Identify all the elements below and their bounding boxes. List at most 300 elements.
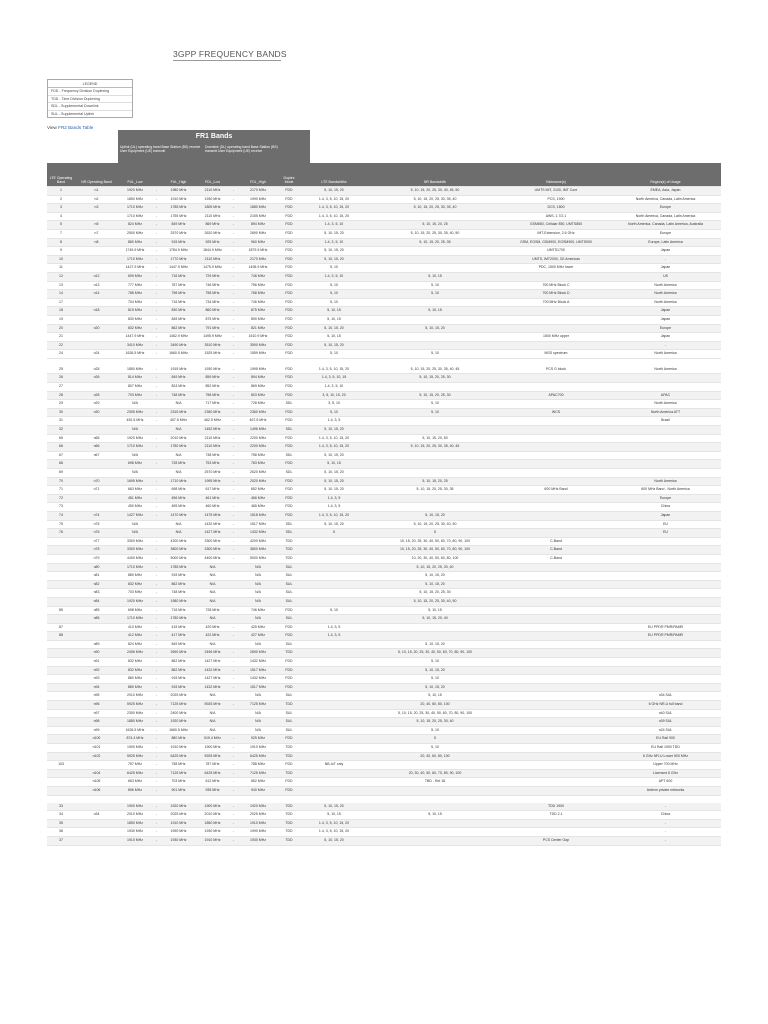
cell-nicknames xyxy=(502,828,610,837)
cell-duplex-mode: SDL xyxy=(278,426,300,435)
cell-ful-high: 716 MHz xyxy=(161,272,196,281)
cell-ful-high: 698 MHz xyxy=(161,486,196,495)
cell-fdl-low: 1900 MHz xyxy=(196,803,229,811)
cell-duplex-mode: SUL xyxy=(278,640,300,649)
cell-duplex-mode: SUL xyxy=(278,709,300,718)
cell-lte-bandwidths: 5, 10, 15 xyxy=(300,460,368,469)
table-row xyxy=(47,204,721,213)
cell-duplex-mode: TDD xyxy=(278,803,300,811)
cell-ful-high: 787 MHz xyxy=(161,281,196,290)
cell-regions: EU PPDR PMR/PAMR xyxy=(610,623,721,632)
cell-ful-high: 1710 MHz xyxy=(161,477,196,486)
cell-ful-high: 824 MHz xyxy=(161,383,196,392)
cell-fdl-dash: - xyxy=(229,752,238,761)
table-row xyxy=(47,391,721,400)
cell-fdl-dash: - xyxy=(229,426,238,435)
cell-nicknames: 700 MHz Block D xyxy=(502,290,610,299)
cell-regions xyxy=(610,683,721,692)
cell-ful-low: 824 MHz xyxy=(118,221,152,230)
cell-regions: 6 GHz NR-U full band xyxy=(610,701,721,710)
cell-ful-low: 6425 MHz xyxy=(118,769,152,778)
cell-lte-bandwidths: 1.4, 3, 5 xyxy=(300,417,368,426)
cell-fdl-high: 2360 MHz xyxy=(238,408,278,417)
cell-ful-high: 7125 MHz xyxy=(161,701,196,710)
cell-nr-bandwidth: 5, 10, 15 xyxy=(368,307,502,316)
cell-regions: North America ATT xyxy=(610,408,721,417)
cell-ful-low: 1710 MHz xyxy=(118,204,152,213)
cell-lte-band xyxy=(47,769,75,778)
cell-nr-bandwidth xyxy=(368,212,502,221)
cell-lte-bandwidths: 5, 10, 15, 20 xyxy=(300,341,368,350)
cell-fdl-dash: - xyxy=(229,520,238,529)
cell-regions: Brazil xyxy=(610,417,721,426)
table-row xyxy=(47,195,721,204)
cell-lte-band xyxy=(47,640,75,649)
column-header-ful-high: FUL_High xyxy=(161,163,196,187)
cell-nr-band: n14 xyxy=(75,290,118,299)
cell-ful-high: 1910 MHz xyxy=(161,819,196,828)
cell-regions: 6 GHz NR-U Lower 500 MHz xyxy=(610,752,721,761)
cell-regions xyxy=(610,563,721,572)
cell-nr-bandwidth: 5, 10, 15 xyxy=(368,272,502,281)
cell-fdl-high: 467.5 MHz xyxy=(238,417,278,426)
cell-nr-bandwidth: 5, 10 xyxy=(368,726,502,735)
cell-regions: Europe xyxy=(610,229,721,238)
cell-nr-band xyxy=(75,460,118,469)
cell-nr-band xyxy=(75,255,118,264)
cell-nr-bandwidth: 5, 10, 15, 20, 25, 30, 35 xyxy=(368,486,502,495)
cell-ful-low: 880 MHz xyxy=(118,683,152,692)
cell-nr-band: n106 xyxy=(75,786,118,795)
cell-nicknames: 600 MHz Band xyxy=(502,486,610,495)
cell-fdl-high: N/A xyxy=(238,589,278,598)
cell-fdl-dash: - xyxy=(229,434,238,443)
cell-fdl-high: 1432 MHz xyxy=(238,658,278,667)
cell-ful-dash: - xyxy=(152,632,161,641)
cell-fdl-high: 2170 MHz xyxy=(238,187,278,196)
cell-ful-high: 1780 MHz xyxy=(161,615,196,624)
cell-lte-band: 2 xyxy=(47,195,75,204)
cell-lte-band xyxy=(47,554,75,563)
cell-nr-bandwidth xyxy=(368,264,502,273)
cell-nr-bandwidth: 20, 40, 60, 80, 100 xyxy=(368,752,502,761)
cell-ful-low: 1710 MHz xyxy=(118,255,152,264)
cell-fdl-low: N/A xyxy=(196,718,229,727)
cell-fdl-low: 1432 MHz xyxy=(196,683,229,692)
cell-duplex-mode: FDD xyxy=(278,391,300,400)
cell-nicknames: PCS G block xyxy=(502,366,610,374)
cell-regions xyxy=(610,580,721,589)
cell-fdl-dash: - xyxy=(229,666,238,675)
cell-lte-bandwidths xyxy=(300,649,368,658)
cell-lte-bandwidths xyxy=(300,666,368,675)
cell-ful-low: 1910 MHz xyxy=(118,836,152,845)
table-row xyxy=(47,212,721,221)
table-row xyxy=(47,400,721,409)
table-row xyxy=(47,503,721,512)
cell-fdl-low: 2496 MHz xyxy=(196,649,229,658)
cell-nr-band: n92 xyxy=(75,666,118,675)
cell-nicknames xyxy=(502,778,610,787)
cell-ful-dash: - xyxy=(152,537,161,546)
cell-fdl-high: 1518 MHz xyxy=(238,511,278,520)
table-row xyxy=(47,374,721,383)
cell-duplex-mode: FDD xyxy=(278,761,300,770)
cell-fdl-high: 1920 MHz xyxy=(238,803,278,811)
cell-nicknames: C-Band xyxy=(502,554,610,563)
cell-lte-bandwidths xyxy=(300,572,368,581)
cell-lte-band: 32 xyxy=(47,426,75,435)
cell-regions: North America, Canada, Latin America xyxy=(610,212,721,221)
uplink-group-header: Uplink (UL) operating band Base Station (BS) receive User Equipment (UE) transmit xyxy=(118,143,203,163)
table-row xyxy=(47,272,721,281)
cell-fdl-high: 758 MHz xyxy=(238,451,278,460)
view-prefix: View xyxy=(47,125,57,130)
cell-regions xyxy=(610,675,721,684)
cell-ful-high: 415 MHz xyxy=(161,623,196,632)
table-row xyxy=(47,563,721,572)
cell-nr-band: n95 xyxy=(75,692,118,701)
cell-nr-band: n20 xyxy=(75,324,118,333)
column-header-regions: Region(s) of Usage xyxy=(610,163,721,187)
cell-nicknames xyxy=(502,383,610,392)
cell-nicknames xyxy=(502,744,610,753)
cell-fdl-dash xyxy=(229,718,238,727)
cell-duplex-mode: FDD xyxy=(278,264,300,273)
cell-duplex-mode: SUL xyxy=(278,692,300,701)
cell-nr-band xyxy=(75,469,118,478)
cell-nr-bandwidth xyxy=(368,623,502,632)
cell-lte-bandwidths xyxy=(300,563,368,572)
cell-ful-low: 830 MHz xyxy=(118,315,152,324)
cell-lte-bandwidths: 5, 10 xyxy=(300,408,368,417)
cell-duplex-mode: TDD xyxy=(278,546,300,555)
cell-nr-band: n67 xyxy=(75,451,118,460)
cell-duplex-mode: TDD xyxy=(278,554,300,563)
table-row xyxy=(47,307,721,316)
cell-regions: n24 SUL xyxy=(610,726,721,735)
cell-nr-band: n75 xyxy=(75,520,118,529)
table-row xyxy=(47,255,721,264)
cell-nr-bandwidth: TBD - Rel 18 xyxy=(368,778,502,787)
column-header-ful-dash xyxy=(152,163,161,187)
cell-duplex-mode: TDD xyxy=(278,769,300,778)
cell-ful-dash: - xyxy=(152,836,161,845)
cell-lte-band xyxy=(47,537,75,546)
cell-fdl-high: 1930 MHz xyxy=(238,836,278,845)
cell-lte-bandwidths: 1.4, 3, 5, 10 xyxy=(300,272,368,281)
cell-nr-bandwidth: 5 xyxy=(368,735,502,744)
cell-ful-high: 1910 MHz xyxy=(161,744,196,753)
table-header-row xyxy=(47,163,721,187)
cell-ful-high: N/A xyxy=(161,529,196,538)
cell-ful-dash: - xyxy=(152,255,161,264)
cell-ful-low: 703 MHz xyxy=(118,391,152,400)
cell-ful-dash: - xyxy=(152,486,161,495)
cell-nr-band: n104 xyxy=(75,769,118,778)
cell-ful-dash xyxy=(152,520,161,529)
cell-duplex-mode: FDD xyxy=(278,494,300,503)
cell-ful-high: 2010 MHz xyxy=(161,434,196,443)
cell-lte-bandwidths: 1.4, 3, 5, 10, 15 xyxy=(300,374,368,383)
cell-ful-dash: - xyxy=(152,752,161,761)
cell-fdl-dash: - xyxy=(229,383,238,392)
cell-fdl-low: 1930 MHz xyxy=(196,828,229,837)
cell-regions xyxy=(610,572,721,581)
fr2-bands-link[interactable]: FR2 Bands Table xyxy=(58,125,94,130)
table-row xyxy=(47,486,721,495)
cell-ful-low: 663 MHz xyxy=(118,486,152,495)
cell-nicknames xyxy=(502,580,610,589)
cell-nr-bandwidth: 5, 10, 15, 20, 25, 30, 35, 40, 45 xyxy=(368,366,502,374)
cell-nicknames xyxy=(502,434,610,443)
cell-nicknames xyxy=(502,374,610,383)
cell-nr-band: n89 xyxy=(75,640,118,649)
cell-ful-dash: - xyxy=(152,187,161,196)
cell-fdl-high: 2170 MHz xyxy=(238,255,278,264)
cell-ful-dash: - xyxy=(152,315,161,324)
cell-ful-dash xyxy=(152,426,161,435)
cell-nr-bandwidth: 5, 10 xyxy=(368,290,502,299)
cell-lte-bandwidths: 1.4, 3, 5, 10, 15, 20 xyxy=(300,819,368,828)
cell-fdl-high: 1995 MHz xyxy=(238,366,278,374)
cell-ful-dash: - xyxy=(152,212,161,221)
cell-nr-band xyxy=(75,341,118,350)
cell-fdl-high: 875 MHz xyxy=(238,307,278,316)
duplex-group-spacer xyxy=(288,143,310,163)
cell-nr-band xyxy=(75,632,118,641)
cell-nicknames xyxy=(502,477,610,486)
cell-nr-bandwidth: 5, 10, 15, 20 xyxy=(368,511,502,520)
cell-regions xyxy=(610,546,721,555)
cell-fdl-low: 6425 MHz xyxy=(196,769,229,778)
cell-ful-high: 417 MHz xyxy=(161,632,196,641)
cell-fdl-low: 728 MHz xyxy=(196,606,229,615)
cell-ful-dash: - xyxy=(152,735,161,744)
cell-lte-bandwidths: 1.4, 3, 5, 10, 15, 20 xyxy=(300,828,368,837)
cell-lte-band: 26 xyxy=(47,374,75,383)
cell-regions: - xyxy=(610,255,721,264)
cell-duplex-mode: FDD xyxy=(278,778,300,787)
cell-lte-bandwidths: 5, 10, 15 xyxy=(300,315,368,324)
cell-fdl-high: N/A xyxy=(238,718,278,727)
cell-fdl-dash: - xyxy=(229,675,238,684)
cell-duplex-mode: FDD xyxy=(278,307,300,316)
cell-lte-band: 35 xyxy=(47,819,75,828)
cell-fdl-low: N/A xyxy=(196,589,229,598)
column-header-fdl-high: FDL_High xyxy=(238,163,278,187)
cell-fdl-high: 728 MHz xyxy=(238,400,278,409)
cell-fdl-low: 935 MHz xyxy=(196,786,229,795)
cell-ful-low: 832 MHz xyxy=(118,580,152,589)
cell-fdl-dash: - xyxy=(229,606,238,615)
cell-nr-band: n3 xyxy=(75,204,118,213)
cell-fdl-dash: - xyxy=(229,408,238,417)
cell-lte-band: 9 xyxy=(47,247,75,256)
cell-fdl-dash: - xyxy=(229,221,238,230)
cell-fdl-high: 1496 MHz xyxy=(238,426,278,435)
cell-ful-low: 5925 MHz xyxy=(118,752,152,761)
cell-regions xyxy=(610,606,721,615)
cell-fdl-low: 1900 MHz xyxy=(196,744,229,753)
cell-ful-high: 798 MHz xyxy=(161,290,196,299)
cell-nr-band: n94 xyxy=(75,683,118,692)
cell-fdl-low: 875 MHz xyxy=(196,315,229,324)
cell-ful-low: 824 MHz xyxy=(118,640,152,649)
cell-fdl-high: 2025 MHz xyxy=(238,811,278,820)
cell-regions: Europe xyxy=(610,494,721,503)
cell-lte-band xyxy=(47,580,75,589)
table-row xyxy=(47,828,721,837)
cell-lte-band xyxy=(47,683,75,692)
cell-fdl-high: 746 MHz xyxy=(238,272,278,281)
cell-lte-bandwidths: 5, 10, 15, 20 xyxy=(300,187,368,196)
legend-item-sul: SUL - Supplemental Uplink xyxy=(51,112,95,117)
cell-ful-high: 1660.5 MHz xyxy=(161,350,196,359)
cell-ful-high: 862 MHz xyxy=(161,580,196,589)
cell-nr-bandwidth: 5, 10, 15, 20, 50 xyxy=(368,434,502,443)
cell-fdl-low: 919.4 MHz xyxy=(196,735,229,744)
cell-lte-band: 87 xyxy=(47,623,75,632)
cell-fdl-dash: - xyxy=(229,803,238,811)
cell-fdl-dash xyxy=(229,597,238,606)
cell-fdl-high: 894 MHz xyxy=(238,374,278,383)
cell-nicknames: IMT-Extension, 2.6 GHz xyxy=(502,229,610,238)
table-row xyxy=(47,589,721,598)
cell-fdl-low: 3510 MHz xyxy=(196,341,229,350)
cell-lte-bandwidths: 5, 10, 15 xyxy=(300,307,368,316)
cell-duplex-mode: FDD xyxy=(278,366,300,374)
cell-nr-band: n76 xyxy=(75,529,118,538)
cell-fdl-high: 4200 MHz xyxy=(238,537,278,546)
cell-duplex-mode: FDD xyxy=(278,221,300,230)
cell-ful-high: 862 MHz xyxy=(161,324,196,333)
cell-ful-dash: - xyxy=(152,769,161,778)
cell-regions xyxy=(610,615,721,624)
cell-nicknames: PDC, 1500 MHz lower xyxy=(502,264,610,273)
cell-fdl-low: 2110 MHz xyxy=(196,212,229,221)
cell-ful-dash: - xyxy=(152,640,161,649)
cell-ful-dash: - xyxy=(152,563,161,572)
cell-lte-band: 70 xyxy=(47,477,75,486)
table-row xyxy=(47,632,721,641)
cell-nr-band xyxy=(75,426,118,435)
cell-ful-dash: - xyxy=(152,204,161,213)
table-row xyxy=(47,778,721,787)
cell-regions: EU Rail 1900 TDD xyxy=(610,744,721,753)
table-row xyxy=(47,811,721,820)
cell-ful-low: 1447.9 MHz xyxy=(118,333,152,342)
cell-ful-dash: - xyxy=(152,778,161,787)
cell-nicknames xyxy=(502,632,610,641)
table-row xyxy=(47,290,721,299)
table-row xyxy=(47,537,721,546)
cell-ful-dash: - xyxy=(152,683,161,692)
cell-duplex-mode: FDD xyxy=(278,229,300,238)
cell-lte-band: 68 xyxy=(47,460,75,469)
cell-lte-band: 20 xyxy=(47,324,75,333)
table-row xyxy=(47,247,721,256)
table-row xyxy=(47,460,721,469)
cell-ful-low: 814 MHz xyxy=(118,374,152,383)
cell-ful-dash: - xyxy=(152,229,161,238)
cell-fdl-dash xyxy=(229,709,238,718)
cell-nicknames xyxy=(502,597,610,606)
cell-regions: North America xyxy=(610,350,721,359)
cell-ful-high: 2315 MHz xyxy=(161,408,196,417)
cell-fdl-high: 7125 MHz xyxy=(238,701,278,710)
cell-fdl-high: 940 MHz xyxy=(238,786,278,795)
table-row xyxy=(47,836,721,845)
cell-fdl-low: 1452 MHz xyxy=(196,426,229,435)
cell-ful-low: 788 MHz xyxy=(118,290,152,299)
cell-fdl-dash: - xyxy=(229,761,238,770)
cell-fdl-low: 1910 MHz xyxy=(196,836,229,845)
cell-ful-low: 1710 MHz xyxy=(118,443,152,452)
cell-nr-band: n105 xyxy=(75,778,118,787)
cell-lte-bandwidths xyxy=(300,589,368,598)
cell-nr-bandwidth xyxy=(368,819,502,828)
cell-duplex-mode: FDD xyxy=(278,417,300,426)
cell-lte-bandwidths: 1.4, 3, 5, 10 xyxy=(300,238,368,247)
cell-ful-low: 663 MHz xyxy=(118,778,152,787)
legend-header: LEGEND xyxy=(48,80,132,88)
cell-duplex-mode: TDD xyxy=(278,744,300,753)
table-row xyxy=(47,366,721,374)
table-spacer-row xyxy=(47,358,721,366)
cell-ful-low: 777 MHz xyxy=(118,281,152,290)
cell-nicknames xyxy=(502,426,610,435)
cell-fdl-high: 2020 MHz xyxy=(238,477,278,486)
cell-lte-band xyxy=(47,658,75,667)
cell-ful-high: 849 MHz xyxy=(161,640,196,649)
cell-ful-low: 410 MHz xyxy=(118,623,152,632)
cell-duplex-mode: FDD xyxy=(278,324,300,333)
cell-duplex-mode: SUL xyxy=(278,589,300,598)
cell-lte-bandwidths: 5, 10, 15, 20 xyxy=(300,836,368,845)
cell-ful-low: 880 MHz xyxy=(118,572,152,581)
cell-nicknames: PCS Center Gap xyxy=(502,836,610,845)
cell-nicknames xyxy=(502,272,610,281)
cell-ful-high: 880 MHz xyxy=(161,735,196,744)
cell-nr-bandwidth xyxy=(368,786,502,795)
cell-duplex-mode: SUL xyxy=(278,615,300,624)
cell-lte-band: 71 xyxy=(47,486,75,495)
cell-ful-dash: - xyxy=(152,658,161,667)
cell-ful-low: 2305 MHz xyxy=(118,408,152,417)
cell-ful-dash: - xyxy=(152,692,161,701)
cell-lte-band: 30 xyxy=(47,408,75,417)
cell-ful-high: 728 MHz xyxy=(161,460,196,469)
cell-nr-band: n12 xyxy=(75,272,118,281)
cell-duplex-mode: FDD xyxy=(278,486,300,495)
cell-ful-low: 815 MHz xyxy=(118,307,152,316)
cell-ful-high: 1770 MHz xyxy=(161,255,196,264)
cell-fdl-low: 2570 MHz xyxy=(196,469,229,478)
cell-nr-bandwidth: 5, 10, 15, 20, 25, 30, 40, 50 xyxy=(368,597,502,606)
cell-ful-low: 1710 MHz xyxy=(118,563,152,572)
table-row xyxy=(47,709,721,718)
cell-nr-band: n24 xyxy=(75,350,118,359)
cell-ful-dash: - xyxy=(152,503,161,512)
cell-duplex-mode: TDD xyxy=(278,836,300,845)
cell-regions xyxy=(610,640,721,649)
cell-duplex-mode: FDD xyxy=(278,204,300,213)
column-header-lte-band: LTE Operating Band xyxy=(47,163,75,187)
cell-lte-band xyxy=(47,666,75,675)
cell-lte-band xyxy=(47,563,75,572)
cell-fdl-low: 1495.9 MHz xyxy=(196,333,229,342)
